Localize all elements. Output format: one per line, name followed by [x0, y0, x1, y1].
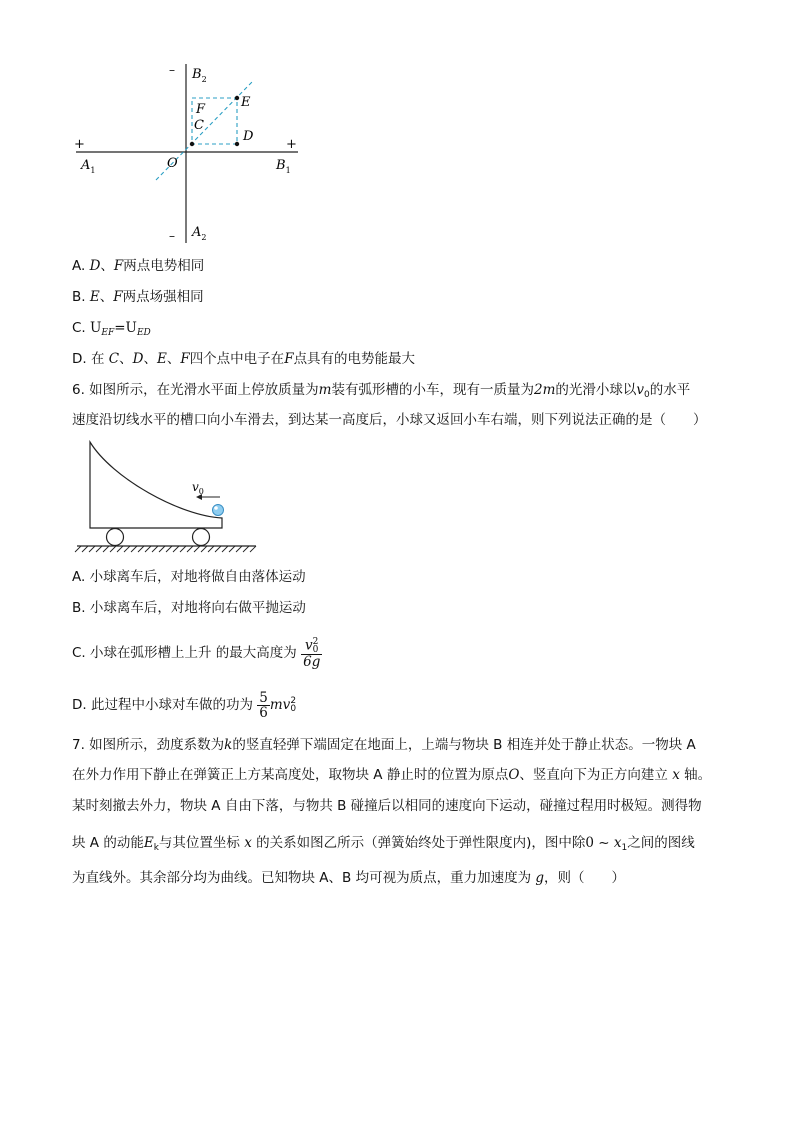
- point-c-dot: [190, 142, 194, 146]
- ground-hatching: [75, 546, 256, 552]
- ball-icon: [213, 505, 224, 516]
- label-o: O: [167, 156, 178, 171]
- velocity-label: $v_0$: [192, 480, 204, 496]
- max-height-fraction: v 2 0 6g: [303, 636, 321, 670]
- label-a1: $A_1$: [81, 158, 96, 175]
- q7-stem-line-3: 某时刻撤去外力，物块 A 自由下落，与物共 B 碰撞后以相同的速度向下运动，碰撞过程用时极短。测得物: [72, 798, 702, 814]
- q6-option-c: C. 小球在弧形槽上上升 的最大高度为 v 2 0 6g: [72, 636, 321, 670]
- cart-body: [90, 442, 222, 528]
- q5-option-a: A. D、F两点电势相同: [72, 258, 205, 274]
- ball-highlight: [214, 506, 218, 510]
- q7-stem-line-2: 在外力作用下静止在弹簧正上方某高度处，取物块 A 静止时的位置为原点O、竖直向下为正方向建立 x 轴。: [72, 767, 712, 783]
- label-e: E: [241, 95, 251, 110]
- label-f: F: [196, 102, 206, 117]
- q5-option-d: D. 在 C、D、E、F四个点中电子在F点具有的电势能最大: [72, 351, 416, 367]
- q7-stem-line-1: 7. 如图所示，劲度系数为k的竖直轻弹下端固定在地面上，上端与物块 B 相连并处于静止状态。一物块 A: [72, 737, 696, 753]
- label-d: D: [243, 129, 254, 144]
- q6-option-a: A. 小球离车后，对地将做自由落体运动: [72, 569, 306, 585]
- q6-option-b: B. 小球离车后，对地将向右做平抛运动: [72, 600, 306, 616]
- work-fraction: $\frac{5}{6}$: [259, 689, 268, 721]
- q6-stem-line-1: 6. 如图所示，在光滑水平面上停放质量为m装有弧形槽的小车，现有一质量为2m的光滑小球以$v_0$的水平: [72, 382, 691, 400]
- point-e-dot: [235, 96, 239, 100]
- label-a2: $A_2$: [192, 225, 207, 242]
- right-wheel: [193, 529, 210, 546]
- minus-bottom-label: –: [169, 229, 175, 243]
- point-d-dot: [235, 142, 239, 146]
- label-b1: $B_1$: [276, 158, 291, 175]
- field-diagram: [70, 58, 310, 248]
- q6-stem-line-2: 速度沿切线水平的槽口向小车滑去，到达某一高度后，小球又返回小车右端，则下列说法正确的是（ ）: [72, 412, 707, 428]
- q5-option-c: C. $U_{EF}=U_{ED}$: [72, 320, 151, 338]
- minus-top-label: –: [169, 63, 175, 77]
- q5-option-b: B. E、F两点场强相同: [72, 289, 204, 305]
- q7-stem-line-5: 为直线外。其余部分均为曲线。已知物块 A、B 均可视为质点，重力加速度为 g，则（ ）: [72, 870, 626, 886]
- label-c: C: [194, 118, 204, 133]
- plus-right-label: +: [286, 137, 297, 152]
- cart-diagram: [72, 438, 264, 556]
- left-wheel: [107, 529, 124, 546]
- label-b2: $B_2$: [192, 67, 207, 84]
- plus-left-label: +: [74, 137, 85, 152]
- q7-stem-line-4: 块 A 的动能$E_k$与其位置坐标 x 的关系如图乙所示（弹簧始终处于弹性限度内)，图中除0 ~ $x_1$之间的图线: [72, 835, 695, 853]
- q6-option-d: D. 此过程中小球对车做的功为 $\frac{5}{6}$ mv 2 0: [72, 689, 297, 721]
